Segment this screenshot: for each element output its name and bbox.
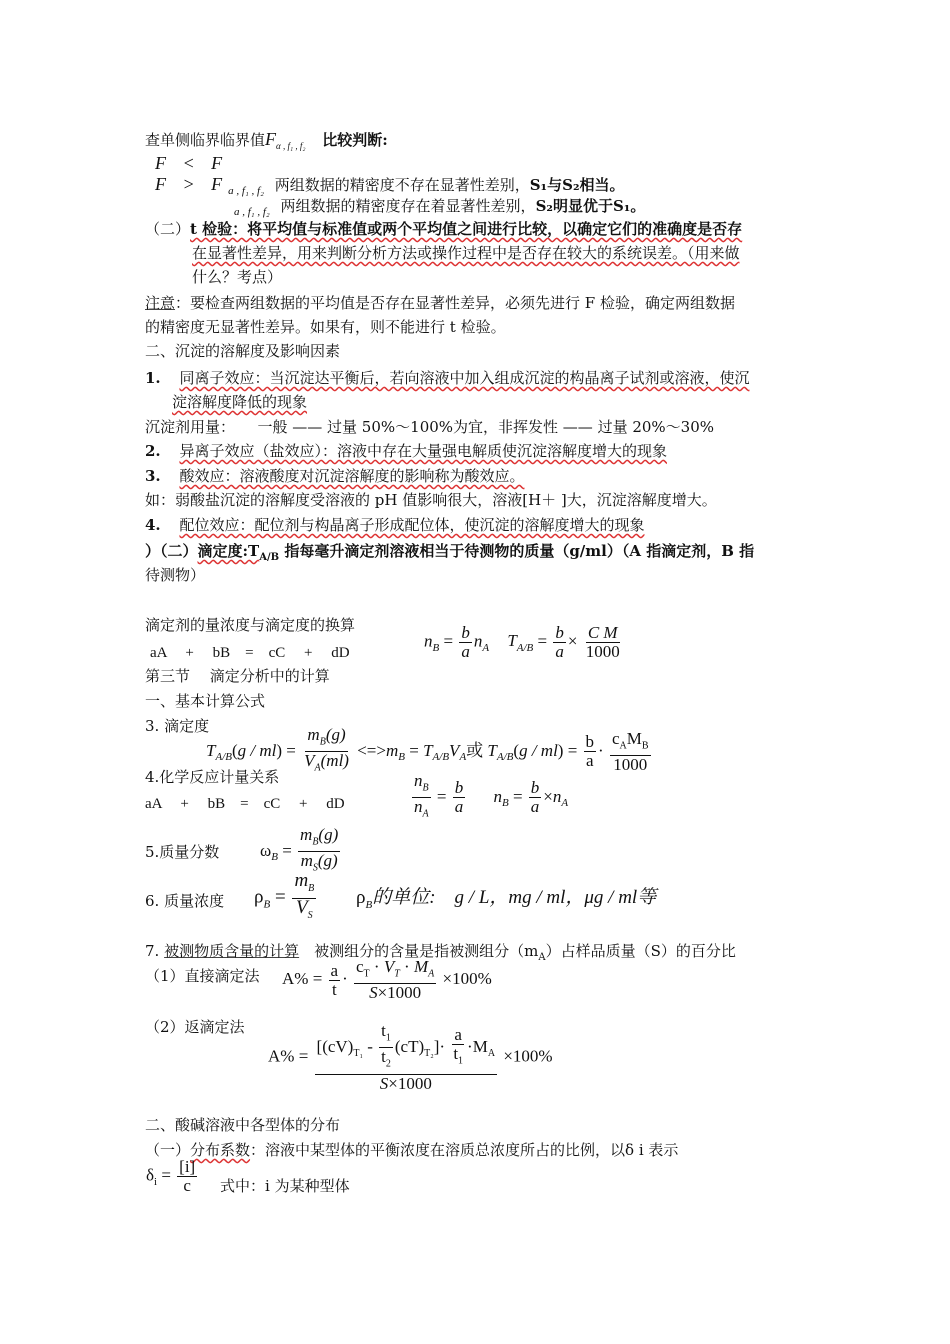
salt-effect-text: 异离子效应（盐效应）：溶液中存在大量强电解质使沉淀溶解度增大的现象 (179, 442, 667, 460)
titer-label: 滴定度:T (197, 542, 260, 560)
mass-concentration-formula: $\rho_B$ = $\frac{m_B}{V_S}$ (254, 870, 315, 921)
precipitant-amount-line (145, 416, 714, 438)
basic-formula-text: 一、基本计算公式 (145, 692, 266, 710)
back-titration-label (145, 1016, 245, 1038)
distribution-text: ：溶液中某型体的平衡浓度在溶质总浓度所占的比例，以δ i 表示 (250, 1141, 679, 1159)
titer-prefix: ）（二） (145, 542, 198, 560)
back-titration-text: （2）返滴定法 (145, 1018, 245, 1036)
s-equal-text: S₁与S₂相当。 (529, 176, 625, 194)
stoich-text: 4.化学反应计量关系 (145, 768, 280, 786)
titer-formula-text: 3. 滴定度 (145, 717, 210, 735)
acid-base-heading (145, 1114, 340, 1136)
reaction-line-1 (150, 641, 350, 664)
titer-text: 指每毫升滴定剂溶液相当于待测物的质量（g/ml）（A 指滴定剂，B 指 (279, 542, 755, 560)
compare-label: 比较判断: (322, 131, 388, 149)
conversion-heading (145, 614, 355, 636)
f-greater-expr: F > F (155, 174, 229, 194)
t-test-line3 (192, 266, 282, 288)
direct-titration-text: （1）直接滴定法 (145, 967, 260, 985)
mass-fraction-text: 5.质量分数 (145, 843, 220, 861)
note-line (145, 292, 735, 314)
back-titration-formula: A% = [$(cV)_{T_1}$ - $\frac{t_1}{t_2}$ $(cT)_{T_2}]\cdot$ $\frac{a}{t_1}$ $\cdot M_A$ S×1000 ×100% (268, 1021, 553, 1093)
mass-concentration-units: $\rho_B$的单位: g / L，mg / ml，μg / ml等 (356, 887, 657, 911)
no-diff-text: 两组数据的精密度不存在显著性差别， (274, 176, 530, 194)
t-test-prefix: （二） (145, 220, 191, 238)
precipitant-amount-text: 沉淀剂用量： 一般 —— 过量 50%～100%为宜，非挥发性 —— 过量 20%～30% (145, 418, 715, 436)
item-number-7: 7. (145, 942, 160, 960)
critical-value-text: 查单侧临界临界值 (145, 131, 266, 149)
diff-line: $_{a , f_1 , f_2}$ 两组数据的精密度存在着显著性差别，S₂明显优于S₁。 (234, 197, 646, 218)
titer-line (145, 540, 754, 569)
titer-sub: A/B (259, 552, 280, 563)
conversion-formula: $n_B$ = $\frac{b}{a}$ $n_A$ $T_{A/B}$ = $\frac{b}{a}$ × $\frac{\text{C M}}{1000}$ (424, 623, 620, 661)
t-test-line2 (192, 242, 740, 264)
note-label: 注意 (145, 294, 176, 312)
titer-line2 (145, 564, 205, 586)
item-number-3: 3. (145, 467, 161, 485)
salt-effect-line (145, 440, 667, 462)
species-note-line (220, 1175, 350, 1197)
content-calc-title: 被测物质含量的计算 (164, 942, 300, 960)
note-line2 (145, 316, 506, 338)
distribution-line (145, 1139, 678, 1161)
stoich-formula: $\frac{n_B}{n_A}$ = $\frac{b}{a}$ $n_B$ = $\frac{b}{a}$ $\times n_A$ (414, 771, 569, 820)
note-text: ：要检查两组数据的平均值是否存在显著性差异，必须先进行 F 检验，确定两组数据 (175, 294, 735, 312)
titer-text2: 待测物） (145, 566, 206, 584)
content-calc-sub: A (538, 952, 546, 963)
reaction-equation-2: aA + bB = cC + dD (145, 796, 345, 812)
content-calc-text2: ）占样品质量（S）的百分比 (545, 942, 736, 960)
s-better-text: S₂明显优于S₁。 (535, 197, 646, 215)
acid-example-line (145, 489, 717, 511)
item-number-2: 2. (145, 442, 161, 460)
direct-titration-formula: A% = $\frac{a}{t}$ · $\frac{c_T \cdot V_T \cdot M_A}{S\times 1000}$ ×100% (282, 957, 492, 1003)
solubility-heading-text: 二、沉淀的溶解度及影响因素 (145, 342, 341, 360)
critical-value-line: 查单侧临界临界值$F_{\alpha , f_1 , f_2}$ 比较判断: (145, 129, 388, 151)
section-heading-solubility (145, 340, 340, 362)
diff-text: 两组数据的精密度存在着显著性差别， (280, 197, 536, 215)
direct-titration-label (145, 965, 260, 987)
distribution-title: 分布系数 (190, 1141, 251, 1159)
item-number-1: 1. (145, 369, 161, 387)
titer-formula: $T_{A/B}(g / ml)$ = $\frac{m_B(g)}{V_A(ml)}$ $<=>m_B = T_{A/B}V_A$或 $T_{A/B}(g / ml)$ = $\frac{b}{a}$ · $\frac{c_AM_B}{1000}$ (206, 725, 649, 775)
complex-effect-line (145, 514, 644, 536)
f-less-expr: F < F (155, 153, 229, 173)
mass-concentration-text: 6. 质量浓度 (145, 892, 225, 910)
basic-formula-heading (145, 690, 265, 712)
f-greater-line: $F > F_{a , f_1 , f_2}$ 两组数据的精密度不存在显著性差别，S₁与S₂相当。 (155, 174, 625, 197)
titer-formula-label (145, 715, 209, 737)
units-text: 的单位: g / L，mg / ml，μg / ml等 (372, 887, 657, 908)
t-test-text2: 在显著性差异，用来判断分析方法或操作过程中是否存在较大的系统误差。（用来做 (192, 244, 740, 262)
reaction-equation-1: aA + bB = cC + dD (150, 645, 350, 661)
common-ion-line2 (172, 391, 307, 413)
section-three-text: 第三节 滴定分析中的计算 (145, 667, 330, 685)
acid-base-heading-text: 二、酸碱溶液中各型体的分布 (145, 1116, 341, 1134)
acid-effect-line (145, 465, 524, 487)
distribution-formula: $\delta_i$ = $\frac{[i]}{c}$ (146, 1157, 196, 1195)
mass-concentration-label (145, 890, 224, 912)
note-text2: 的精密度无显著性差异。如果有，则不能进行 t 检验。 (145, 318, 506, 336)
acid-effect-text: 酸效应：溶液酸度对沉淀溶解度的影响称为酸效应。 (179, 467, 525, 485)
acid-example-text: 如：弱酸盐沉淀的溶解度受溶液的 pH 值影响很大，溶液[H＋ ]大，沉淀溶解度增大。 (145, 491, 717, 509)
common-ion-line (145, 367, 749, 389)
section-three-heading (145, 665, 330, 687)
conversion-heading-text: 滴定剂的量浓度与滴定度的换算 (145, 616, 356, 634)
common-ion-text2: 淀溶解度降低的现象 (172, 393, 308, 411)
t-test-text: t 检验：将平均值与标准值或两个平均值之间进行比较，以确定它们的准确度是否存 (190, 220, 743, 238)
content-calc-text: 被测组分的含量是指被测组分（m (299, 942, 539, 960)
stoich-label (145, 766, 279, 788)
mass-fraction-label (145, 841, 219, 863)
reaction-line-2 (145, 792, 345, 815)
t-test-line (145, 218, 742, 240)
common-ion-text: 同离子效应：当沉淀达平衡后，若向溶液中加入组成沉淀的构晶离子试剂或溶液，使沉 (179, 369, 750, 387)
complex-effect-text: 配位效应：配位剂与构晶离子形成配位体，使沉淀的溶解度增大的现象 (179, 516, 645, 534)
f-less-line (155, 152, 228, 175)
t-test-text3: 什么？考点） (192, 268, 283, 286)
species-note-text: 式中：i 为某种型体 (220, 1177, 350, 1195)
distribution-prefix: （一） (145, 1141, 191, 1159)
mass-fraction-formula: $\omega_B$ = $\frac{m_B(g)}{m_S(g)}$ (260, 825, 339, 874)
item-number-4: 4. (145, 516, 161, 534)
